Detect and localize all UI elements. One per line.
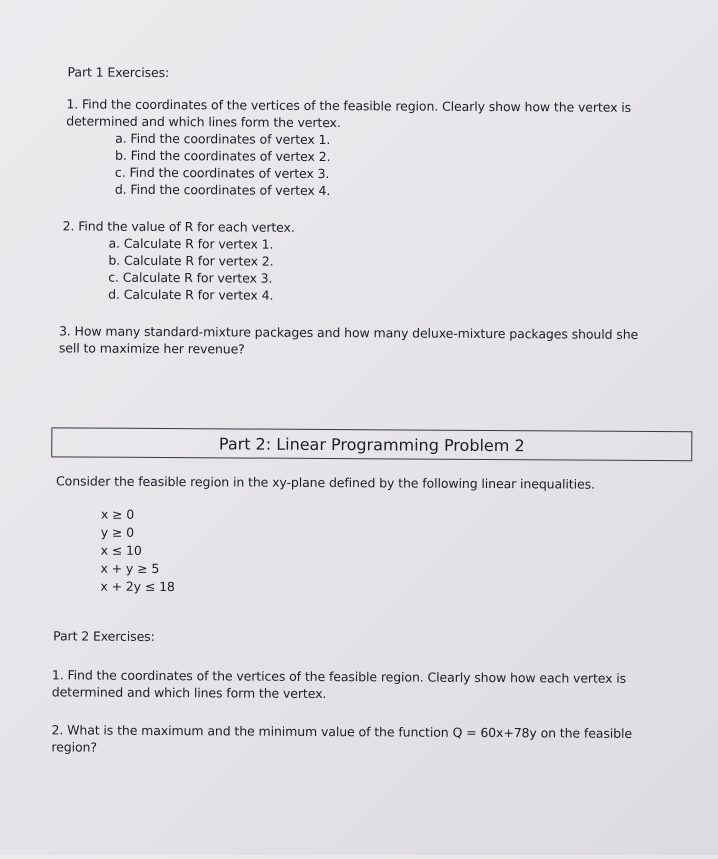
part1-q2-sub-d: d. Calculate R for vertex 4.	[108, 286, 274, 303]
part2-intro: Consider the feasible region in the xy-plane defined by the following linear inequalities.	[56, 473, 595, 492]
inequality-4: x + y ≥ 5	[100, 560, 160, 576]
part1-q1-sub-d: d. Find the coordinates of vertex 4.	[114, 181, 331, 199]
part1-q3-line1: 3. How many standard-mixture packages and how many deluxe-mixture packages should she	[58, 323, 639, 342]
inequality-1: x ≥ 0	[100, 506, 135, 522]
part2-title-box	[51, 427, 692, 461]
part1-q1-line2: determined and which lines form the vertex.	[66, 113, 341, 131]
part2-title: Part 2: Linear Programming Problem 2	[218, 434, 525, 456]
part1-q1-sub-b: b. Find the coordinates of vertex 2.	[115, 147, 331, 165]
part1-q2-sub-b: b. Calculate R for vertex 2.	[108, 252, 274, 269]
part1-heading: Part 1 Exercises:	[67, 64, 170, 81]
part2-exercises-heading: Part 2 Exercises:	[53, 628, 155, 644]
part1-q1-line1: 1. Find the coordinates of the vertices of the feasible region. Clearly show how the vertex is	[66, 96, 632, 115]
part1-q2-sub-a: a. Calculate R for vertex 1.	[108, 235, 274, 252]
part2-ex1-line1: 1. Find the coordinates of the vertices of the feasible region. Clearly show how each vertex is	[51, 667, 627, 686]
inequality-2: y ≥ 0	[100, 524, 135, 540]
part1-q1-sub-a: a. Find the coordinates of vertex 1.	[115, 130, 331, 148]
part1-q2-sub-c: c. Calculate R for vertex 3.	[108, 269, 273, 286]
part2-ex2-line1: 2. What is the maximum and the minimum value of the function Q = 60x+78y on the feasible	[51, 722, 633, 741]
inequality-5: x + 2y ≤ 18	[100, 578, 175, 595]
part1-q3-line2: sell to maximize her revenue?	[58, 340, 245, 357]
inequality-3: x ≤ 10	[100, 542, 142, 558]
part1-q1-sub-c: c. Find the coordinates of vertex 3.	[114, 164, 330, 182]
part2-ex1-line2: determined and which lines form the vertex.	[51, 684, 327, 702]
part1-q2-line1: 2. Find the value of R for each vertex.	[62, 218, 295, 235]
part2-ex2-line2: region?	[51, 739, 97, 755]
